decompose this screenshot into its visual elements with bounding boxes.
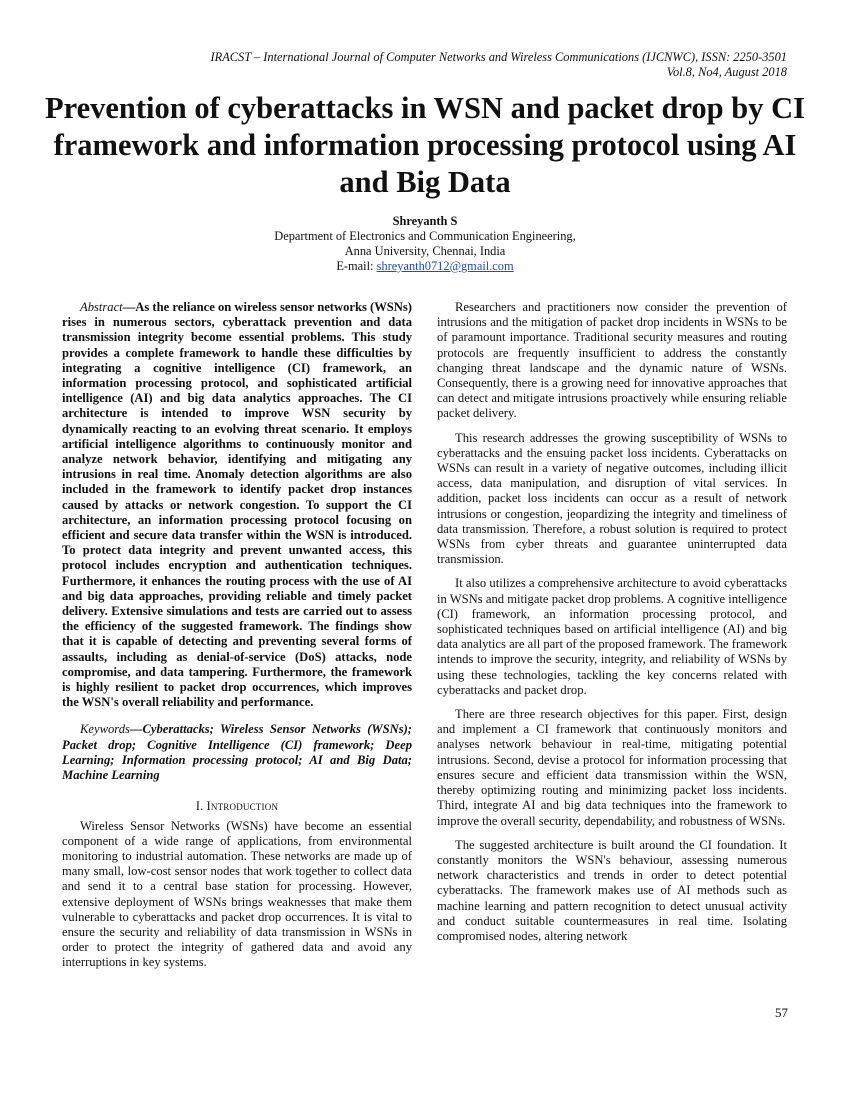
journal-header-line1: IRACST – International Journal of Computer Networks and Wireless Communications (IJCNWC), ISSN: 2250-3501	[210, 50, 787, 64]
intro-paragraph: Wireless Sensor Networks (WSNs) have become an essential component of a wide range of applications, from environmental monitoring to industrial automation. These networks are made up of many small, low-cost sensor nodes that work together to collect data and send it to a central base station for processing. However, extensive deployment of WSNs brings weaknesses that make them vulnerable to cyberattacks and packet drop occurrences. It is vital to ensure the security and reliability of data transmission in WSNs in order to protect the integrity of gathered data and avoid any interruptions in key systems.	[62, 818, 412, 970]
journal-header-line2: Vol.8, No4, August 2018	[666, 65, 787, 79]
left-column	[62, 300, 412, 971]
section-number: I.	[195, 799, 207, 814]
body-paragraph-5: The suggested architecture is built around the CI foundation. It constantly monitors the WSN's behaviour, assessing numerous network characteristics and trends in order to detect potential cyberattacks. The framework makes use of AI methods such as machine learning and pattern recognition to detect unusual activity and conduct suitable countermeasures in real time. Isolating compromised nodes, altering network	[437, 837, 787, 943]
journal-header	[211, 50, 787, 80]
section-heading-introduction	[62, 799, 412, 814]
section-title: Introduction	[206, 799, 279, 814]
author-block	[0, 214, 850, 274]
right-column	[437, 300, 787, 953]
paper-title: Prevention of cyberattacks in WSN and packet drop by CI framework and information processing protocol using AI and Big Data	[44, 91, 805, 199]
body-paragraph-1: Researchers and practitioners now consider the prevention of intrusions and the mitigation of packet drop incidents in WSNs to be of paramount importance. Traditional security measures and routing protocols are frequently insufficient to address the constantly changing threat landscape and the dynamic nature of WSNs. Consequently, there is a growing need for innovative approaches that can detect and mitigate intrusions proactively while ensuring reliable packet delivery.	[437, 300, 787, 421]
page-number: 57	[775, 1005, 788, 1020]
author-department: Department of Electronics and Communication Engineering,	[274, 229, 576, 243]
abstract-lead: Abstract	[80, 300, 123, 314]
author-name: Shreyanth S	[392, 214, 458, 228]
keywords-lead: Keywords	[80, 722, 130, 737]
author-email-line	[0, 259, 850, 274]
body-paragraph-4: There are three research objectives for this paper. First, design and implement a CI framework that continuously monitors and analyses network behaviour in real-time, mitigating potential intrusions. Second, devise a protocol for information processing that ensures secure and efficient data transmission within the WSN, thereby optimizing routing and minimizing packet loss incidents. Third, integrate AI and big data techniques into the framework to improve the overall security, dependability, and robustness of WSNs.	[437, 707, 787, 828]
abstract-text: —As the reliance on wireless sensor networks (WSNs) rises in numerous sectors, cyberattack prevention and data transmission integrity become essential problems. This study provides a complete framework to handle these difficulties by integrating a cognitive intelligence (CI) framework, an information processing protocol, and sophisticated artificial intelligence (AI) and big data analytics approaches. The CI architecture is intended to improve WSN security by dynamically reacting to an evolving threat scenario. It employs artificial intelligence algorithms to continuously monitor and analyze network behavior, identifying and mitigating any intrusions in real time. Anomaly detection algorithms are also included in the framework to identify packet drop instances caused by attacks or network congestion. To support the CI architecture, an information processing protocol focusing on efficient and secure data transfer within the WSN is introduced. To protect data integrity and prevent unwanted access, this protocol includes encryption and authentication techniques. Furthermore, it enhances the routing process with the use of AI and big data approaches, providing reliable and timely packet delivery. Extensive simulations and tests are carried out to assess the efficiency of the suggested framework. The findings show that it is capable of detecting and preventing several forms of assaults, including as denial-of-service (DoS) attacks, node compromise, and data tampering. Furthermore, the framework is highly resilient to packet drop occurrences, which improves the WSN's overall reliability and performance.	[62, 300, 412, 710]
email-label: E-mail:	[336, 259, 374, 273]
keywords-text: —Cyberattacks; Wireless Sensor Networks (WSNs); Packet drop; Cognitive Intelligence (CI) framework; Deep Learning; Information processing protocol; AI and Big Data; Machine Learning	[62, 722, 412, 783]
email-link[interactable]: shreyanth0712@gmail.com	[376, 259, 514, 273]
abstract	[62, 300, 412, 710]
author-affiliation: Anna University, Chennai, India	[344, 244, 506, 258]
body-paragraph-2: This research addresses the growing susceptibility of WSNs to cyberattacks and the ensuing packet loss incidents. Cyberattacks on WSNs can result in a variety of negative outcomes, including illicit access, data manipulation, and disruption of vital services. In addition, packet loss incidents can occur as a result of network intrusions or congestion, jeopardizing the integrity and timeliness of data transmission. Therefore, a robust solution is required to protect WSNs from cyber threats and guarantee uninterrupted data transmission.	[437, 430, 787, 567]
keywords	[62, 722, 412, 783]
body-paragraph-3: It also utilizes a comprehensive architecture to avoid cyberattacks in WSNs and mitigate packet drop problems. A cognitive intelligence (CI) framework, an information processing protocol, and sophisticated techniques based on artificial intelligence (AI) and big data analytics are all part of the proposed framework. The framework intends to improve the security, integrity, and reliability of WSNs by using these technologies, tackling the key concerns related with cyberattacks and packet drop.	[437, 576, 787, 697]
